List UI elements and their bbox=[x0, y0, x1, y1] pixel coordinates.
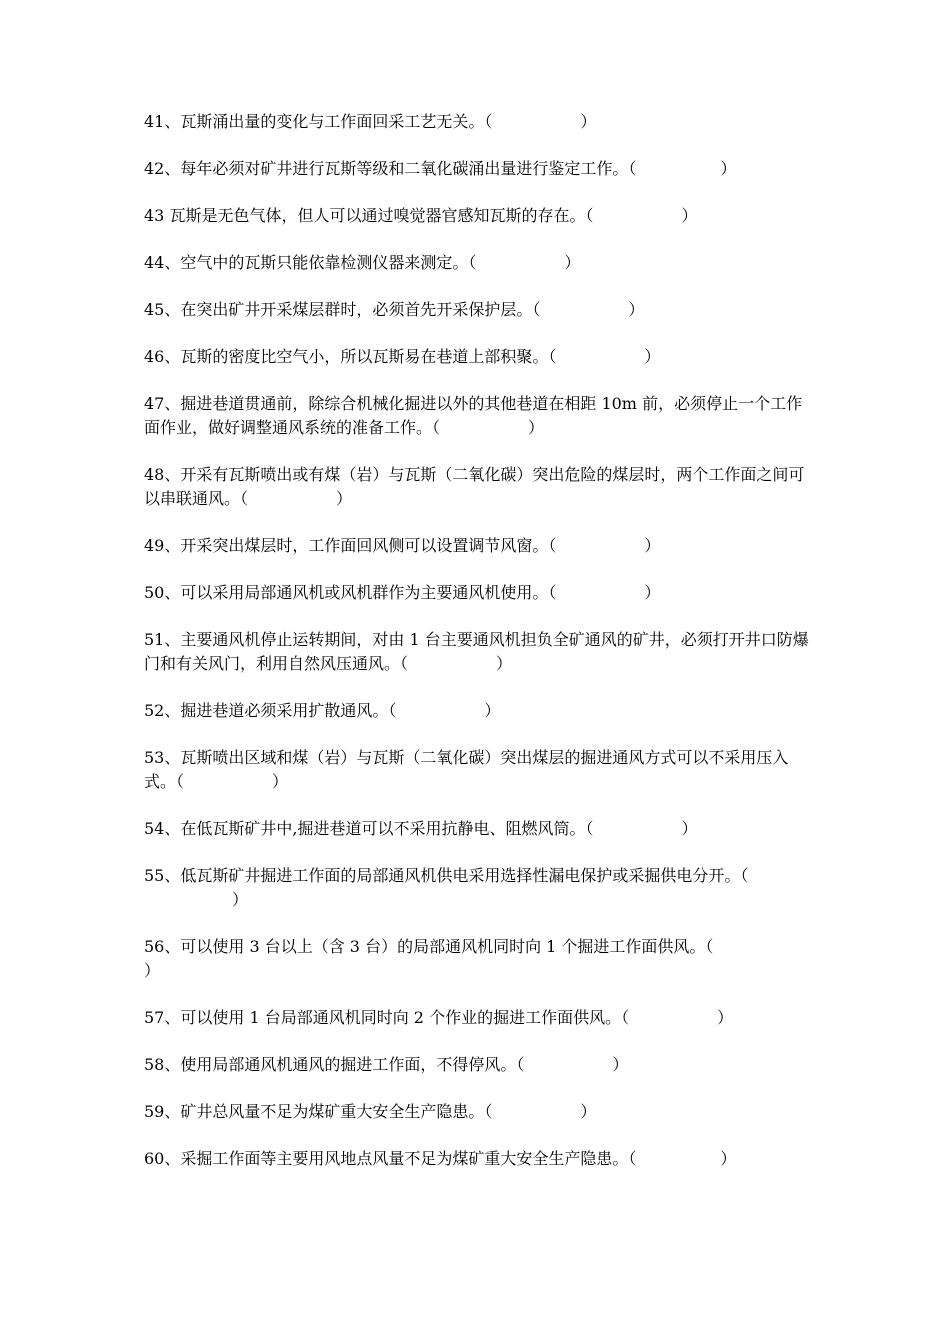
blank-close: ） bbox=[144, 961, 161, 980]
question-52 bbox=[144, 699, 816, 723]
question-text: 54、在低瓦斯矿井中,掘进巷道可以不采用抗静电、阻燃风筒。（ bbox=[144, 819, 594, 838]
blank-close: ） bbox=[644, 583, 661, 602]
question-text: 58、使用局部通风机通风的掘进工作面，不得停风。（ bbox=[144, 1055, 525, 1074]
question-text: 56、可以使用 3 台以上（含 3 台）的局部通风机同时向 1 个掘进工作面供风。（ bbox=[144, 937, 714, 956]
question-text: 50、可以采用局部通风机或风机群作为主要通风机使用。（ bbox=[144, 583, 557, 602]
question-text: 47、掘进巷道贯通前，除综合机械化掘进以外的其他巷道在相距 10m 前，必须停止一个工作面作业，做好调整通风系统的准备工作。（ bbox=[144, 394, 803, 437]
question-text: 53、瓦斯喷出区域和煤（岩）与瓦斯（二氧化碳）突出煤层的掘进通风方式可以不采用压入式。（ bbox=[144, 748, 789, 791]
question-58 bbox=[144, 1053, 816, 1077]
blank-close: ） bbox=[528, 418, 545, 437]
blank-close: ） bbox=[644, 347, 661, 366]
question-text: 59、矿井总风量不足为煤矿重大安全生产隐患。（ bbox=[144, 1102, 493, 1121]
blank-close: ） bbox=[717, 1008, 734, 1027]
question-43 bbox=[144, 204, 816, 228]
question-51 bbox=[144, 628, 816, 676]
blank-close: ） bbox=[720, 159, 737, 178]
question-text: 52、掘进巷道必须采用扩散通风。（ bbox=[144, 701, 397, 720]
question-59 bbox=[144, 1100, 816, 1124]
question-text: 41、瓦斯涌出量的变化与工作面回采工艺无关。（ bbox=[144, 112, 493, 131]
question-text: 49、开采突出煤层时，工作面回风侧可以设置调节风窗。（ bbox=[144, 536, 557, 555]
blank-close: ） bbox=[496, 654, 513, 673]
question-54 bbox=[144, 817, 816, 841]
blank-close: ） bbox=[336, 489, 353, 508]
question-text: 48、开采有瓦斯喷出或有煤（岩）与瓦斯（二氧化碳）突出危险的煤层时，两个工作面之间可以串联通风。（ bbox=[144, 465, 805, 508]
blank-close: ） bbox=[681, 819, 698, 838]
blank-close: ） bbox=[628, 300, 645, 319]
question-48 bbox=[144, 463, 816, 511]
blank-close: ） bbox=[580, 112, 597, 131]
question-60 bbox=[144, 1147, 816, 1171]
question-text: 60、采掘工作面等主要用风地点风量不足为煤矿重大安全生产隐患。（ bbox=[144, 1149, 637, 1168]
blank-close: ） bbox=[580, 1102, 597, 1121]
question-list bbox=[144, 110, 816, 1194]
question-46 bbox=[144, 345, 816, 369]
blank-close: ） bbox=[484, 701, 501, 720]
question-text: 46、瓦斯的密度比空气小，所以瓦斯易在巷道上部积聚。（ bbox=[144, 347, 557, 366]
question-text: 51、主要通风机停止运转期间，对由 1 台主要通风机担负全矿通风的矿井，必须打开井口防爆门和有关风门，利用自然风压通风。（ bbox=[144, 630, 809, 673]
question-42 bbox=[144, 157, 816, 181]
question-41 bbox=[144, 110, 816, 134]
question-45 bbox=[144, 298, 816, 322]
question-text: 43 瓦斯是无色气体，但人可以通过嗅觉器官感知瓦斯的存在。（ bbox=[144, 206, 594, 225]
blank-close: ） bbox=[232, 890, 249, 909]
blank-close: ） bbox=[720, 1149, 737, 1168]
question-53 bbox=[144, 746, 816, 794]
question-44 bbox=[144, 251, 816, 275]
blank-close: ） bbox=[564, 253, 581, 272]
question-49 bbox=[144, 534, 816, 558]
question-55 bbox=[144, 864, 816, 912]
question-47 bbox=[144, 392, 816, 440]
question-50 bbox=[144, 581, 816, 605]
question-text: 57、可以使用 1 台局部通风机同时向 2 个作业的掘进工作面供风。（ bbox=[144, 1008, 630, 1027]
question-text: 42、每年必须对矿井进行瓦斯等级和二氧化碳涌出量进行鉴定工作。（ bbox=[144, 159, 637, 178]
question-57 bbox=[144, 1006, 816, 1030]
question-text: 45、在突出矿井开采煤层群时，必须首先开采保护层。（ bbox=[144, 300, 541, 319]
blank-close: ） bbox=[681, 206, 698, 225]
blank-close: ） bbox=[272, 772, 289, 791]
question-text: 44、空气中的瓦斯只能依靠检测仪器来测定。（ bbox=[144, 253, 477, 272]
question-56 bbox=[144, 935, 816, 983]
question-text: 55、低瓦斯矿井掘进工作面的局部通风机供电采用选择性漏电保护或采掘供电分开。（ bbox=[144, 866, 749, 885]
blank-close: ） bbox=[612, 1055, 629, 1074]
blank-close: ） bbox=[644, 536, 661, 555]
